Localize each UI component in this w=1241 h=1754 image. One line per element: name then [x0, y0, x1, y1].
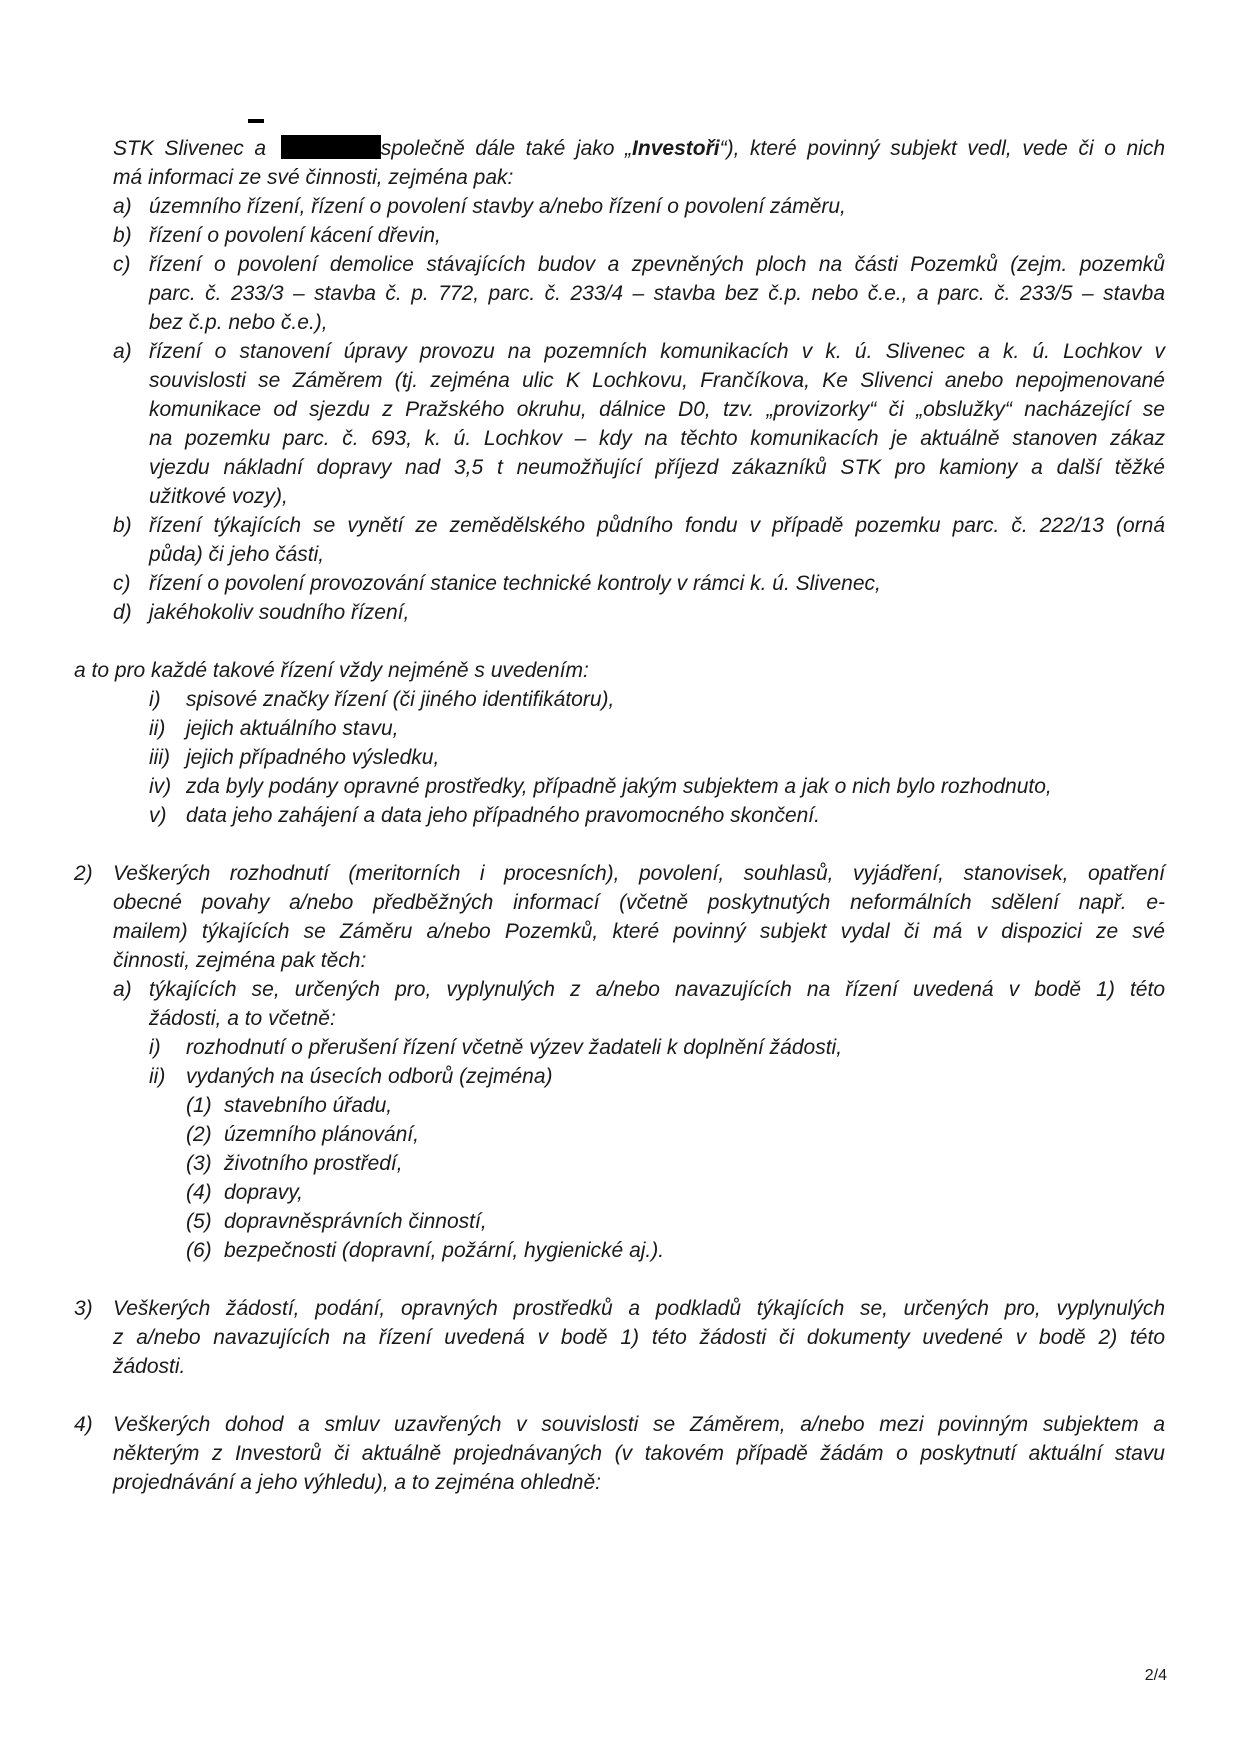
list1-item-4-line-5: vjezdu nákladní dopravy nad 3,5 t neumožňující příjezd zákazníků STK pro kamiony a další těžké [149, 456, 1165, 479]
item2-line-1: Veškerých rozhodnutí (meritorních i procesních), povolení, souhlasů, vyjádření, stanovisek, opatření [113, 862, 1165, 885]
item2-roman-text-1: rozhodnutí o přerušení řízení včetně výzev žadateli k doplnění žádosti, [186, 1036, 843, 1059]
list1-marker-6: c) [113, 572, 131, 595]
item2-line-4: činnosti, zejména pak těch: [113, 949, 367, 972]
list1-item-3-line-1: řízení o povolení demolice stávajících budov a zpevněných ploch na části Pozemků (zejm. pozemků [149, 253, 1165, 276]
item2-roman-marker-1: i) [149, 1036, 161, 1059]
roman1-marker-3: iii) [149, 746, 170, 769]
investors-term: Investoři [632, 137, 720, 160]
item2-marker: 2) [74, 862, 93, 885]
item2-line-3: mailem) týkajících se Záměru a/nebo Pozemků, které povinný subjekt vydal či má v dispozici ze své [113, 920, 1165, 943]
list1-item-3-line-2: parc. č. 233/3 – stavba č. p. 772, parc. č. 233/4 – stavba bez č.p. nebo č.e., a parc. č. 233/5 – stavba [149, 282, 1165, 305]
item2-num-text-1: stavebního úřadu, [224, 1094, 393, 1117]
item2-num-marker-5: (5) [186, 1210, 212, 1233]
item4-marker: 4) [74, 1413, 93, 1436]
list1-item-4-line-2: souvislosti se Záměrem (tj. zejména ulic K Lochkovu, Frančíkova, Ke Slivenci anebo nepojmenované [149, 369, 1165, 392]
item2-sub-line-2: žádosti, a to včetně: [149, 1007, 336, 1030]
item3-line-3: žádosti. [113, 1355, 186, 1378]
item2-num-marker-6: (6) [186, 1239, 212, 1262]
item2-num-text-4: dopravy, [224, 1181, 303, 1204]
list1-marker-3: c) [113, 253, 131, 276]
each-statement: a to pro každé takové řízení vždy nejméně s uvedením: [74, 659, 589, 682]
list1-marker-1: a) [113, 195, 132, 218]
list1-item-5-line-2: půda) či jeho části, [149, 543, 325, 566]
intro-line-2: má informaci ze své činnosti, zejména pak: [113, 166, 514, 189]
item3-line-1: Veškerých žádostí, podání, opravných prostředků a podkladů týkajících se, určených pro, vyplynulých [113, 1297, 1165, 1320]
roman1-text-2: jejich aktuálního stavu, [186, 717, 399, 740]
list1-item-3-line-3: bez č.p. nebo č.e.), [149, 311, 328, 334]
item2-line-2: obecné povahy a/nebo předběžných informací (včetně poskytnutých neformálních sdělení např. e- [113, 891, 1165, 914]
intro-line-1 [113, 134, 1165, 163]
list1-item-6-line-1: řízení o povolení provozování stanice technické kontroly v rámci k. ú. Slivenec, [149, 572, 881, 595]
item2-num-text-6: bezpečnosti (dopravní, požární, hygienické aj.). [224, 1239, 665, 1262]
item2-num-marker-4: (4) [186, 1181, 212, 1204]
list1-marker-7: d) [113, 601, 132, 624]
item4-line-2: některým z Investorů či aktuálně projednávaných (v takovém případě žádám o poskytnutí aktuální stavu [113, 1442, 1165, 1465]
roman1-marker-4: iv) [149, 775, 172, 798]
list1-item-5-line-1: řízení týkajících se vynětí ze zemědělského půdního fondu v případě pozemku parc. č. 222/13 (orná [149, 514, 1165, 537]
item2-num-marker-2: (2) [186, 1123, 212, 1146]
item2-num-text-5: dopravněsprávních činností, [224, 1210, 487, 1233]
list1-item-4-line-3: komunikace od sjezdu z Pražského okruhu, dálnice D0, tzv. „provizorky“ či „obslužky“ nacházející se [149, 398, 1165, 421]
list1-item-7-line-1: jakéhokoliv soudního řízení, [149, 601, 410, 624]
list1-item-4-line-4: na pozemku parc. č. 693, k. ú. Lochkov – kdy na těchto komunikacích je aktuálně stanoven zákaz [149, 427, 1165, 450]
item2-num-marker-1: (1) [186, 1094, 212, 1117]
item2-num-text-2: územního plánování, [224, 1123, 419, 1146]
roman1-text-1: spisové značky řízení (či jiného identifikátoru), [186, 688, 615, 711]
list1-item-4-line-6: užitkové vozy), [149, 485, 288, 508]
roman1-text-4: zda byly podány opravné prostředky, případně jakým subjektem a jak o nich bylo rozhodnuto, [186, 775, 1052, 798]
roman1-marker-2: ii) [149, 717, 166, 740]
intro-text-c: “), které povinný subjekt vedl, vede či o nich [719, 137, 1166, 160]
roman1-marker-5: v) [149, 804, 167, 827]
page-number: 2/4 [1144, 1667, 1167, 1684]
list1-item-4-line-1: řízení o stanovení úpravy provozu na pozemních komunikacích v k. ú. Slivenec a k. ú. Lochkov v [149, 340, 1165, 363]
item2-sub-marker: a) [113, 978, 132, 1001]
list1-marker-2: b) [113, 224, 132, 247]
roman1-text-5: data jeho zahájení a data jeho případného pravomocného skončení. [186, 804, 820, 827]
intro-text-b: společně dále také jako „ [380, 137, 633, 160]
roman1-marker-1: i) [149, 688, 161, 711]
item2-roman-marker-2: ii) [149, 1065, 166, 1088]
redacted-block [281, 135, 381, 159]
redaction-mark [248, 119, 264, 123]
item4-line-1: Veškerých dohod a smluv uzavřených v souvislosti se Záměrem, a/nebo mezi povinným subjektem a [113, 1413, 1165, 1436]
list1-item-2-line-1: řízení o povolení kácení dřevin, [149, 224, 441, 247]
intro-text-a: STK Slivenec a [113, 137, 277, 160]
item2-sub-line-1: týkajících se, určených pro, vyplynulých z a/nebo navazujících na řízení uvedená v bodě 1) této [149, 978, 1165, 1001]
item2-roman-text-2: vydaných na úsecích odborů (zejména) [186, 1065, 553, 1088]
item2-num-text-3: životního prostředí, [224, 1152, 403, 1175]
item4-line-3: projednávání a jeho výhledu), a to zejména ohledně: [113, 1471, 602, 1494]
item3-line-2: z a/nebo navazujících na řízení uvedená v bodě 1) této žádosti či dokumenty uvedené v bodě 2) této [113, 1326, 1165, 1349]
list1-marker-5: b) [113, 514, 132, 537]
list1-marker-4: a) [113, 340, 132, 363]
item2-num-marker-3: (3) [186, 1152, 212, 1175]
item3-marker: 3) [74, 1297, 93, 1320]
list1-item-1-line-1: územního řízení, řízení o povolení stavby a/nebo řízení o povolení záměru, [149, 195, 846, 218]
roman1-text-3: jejich případného výsledku, [186, 746, 440, 769]
